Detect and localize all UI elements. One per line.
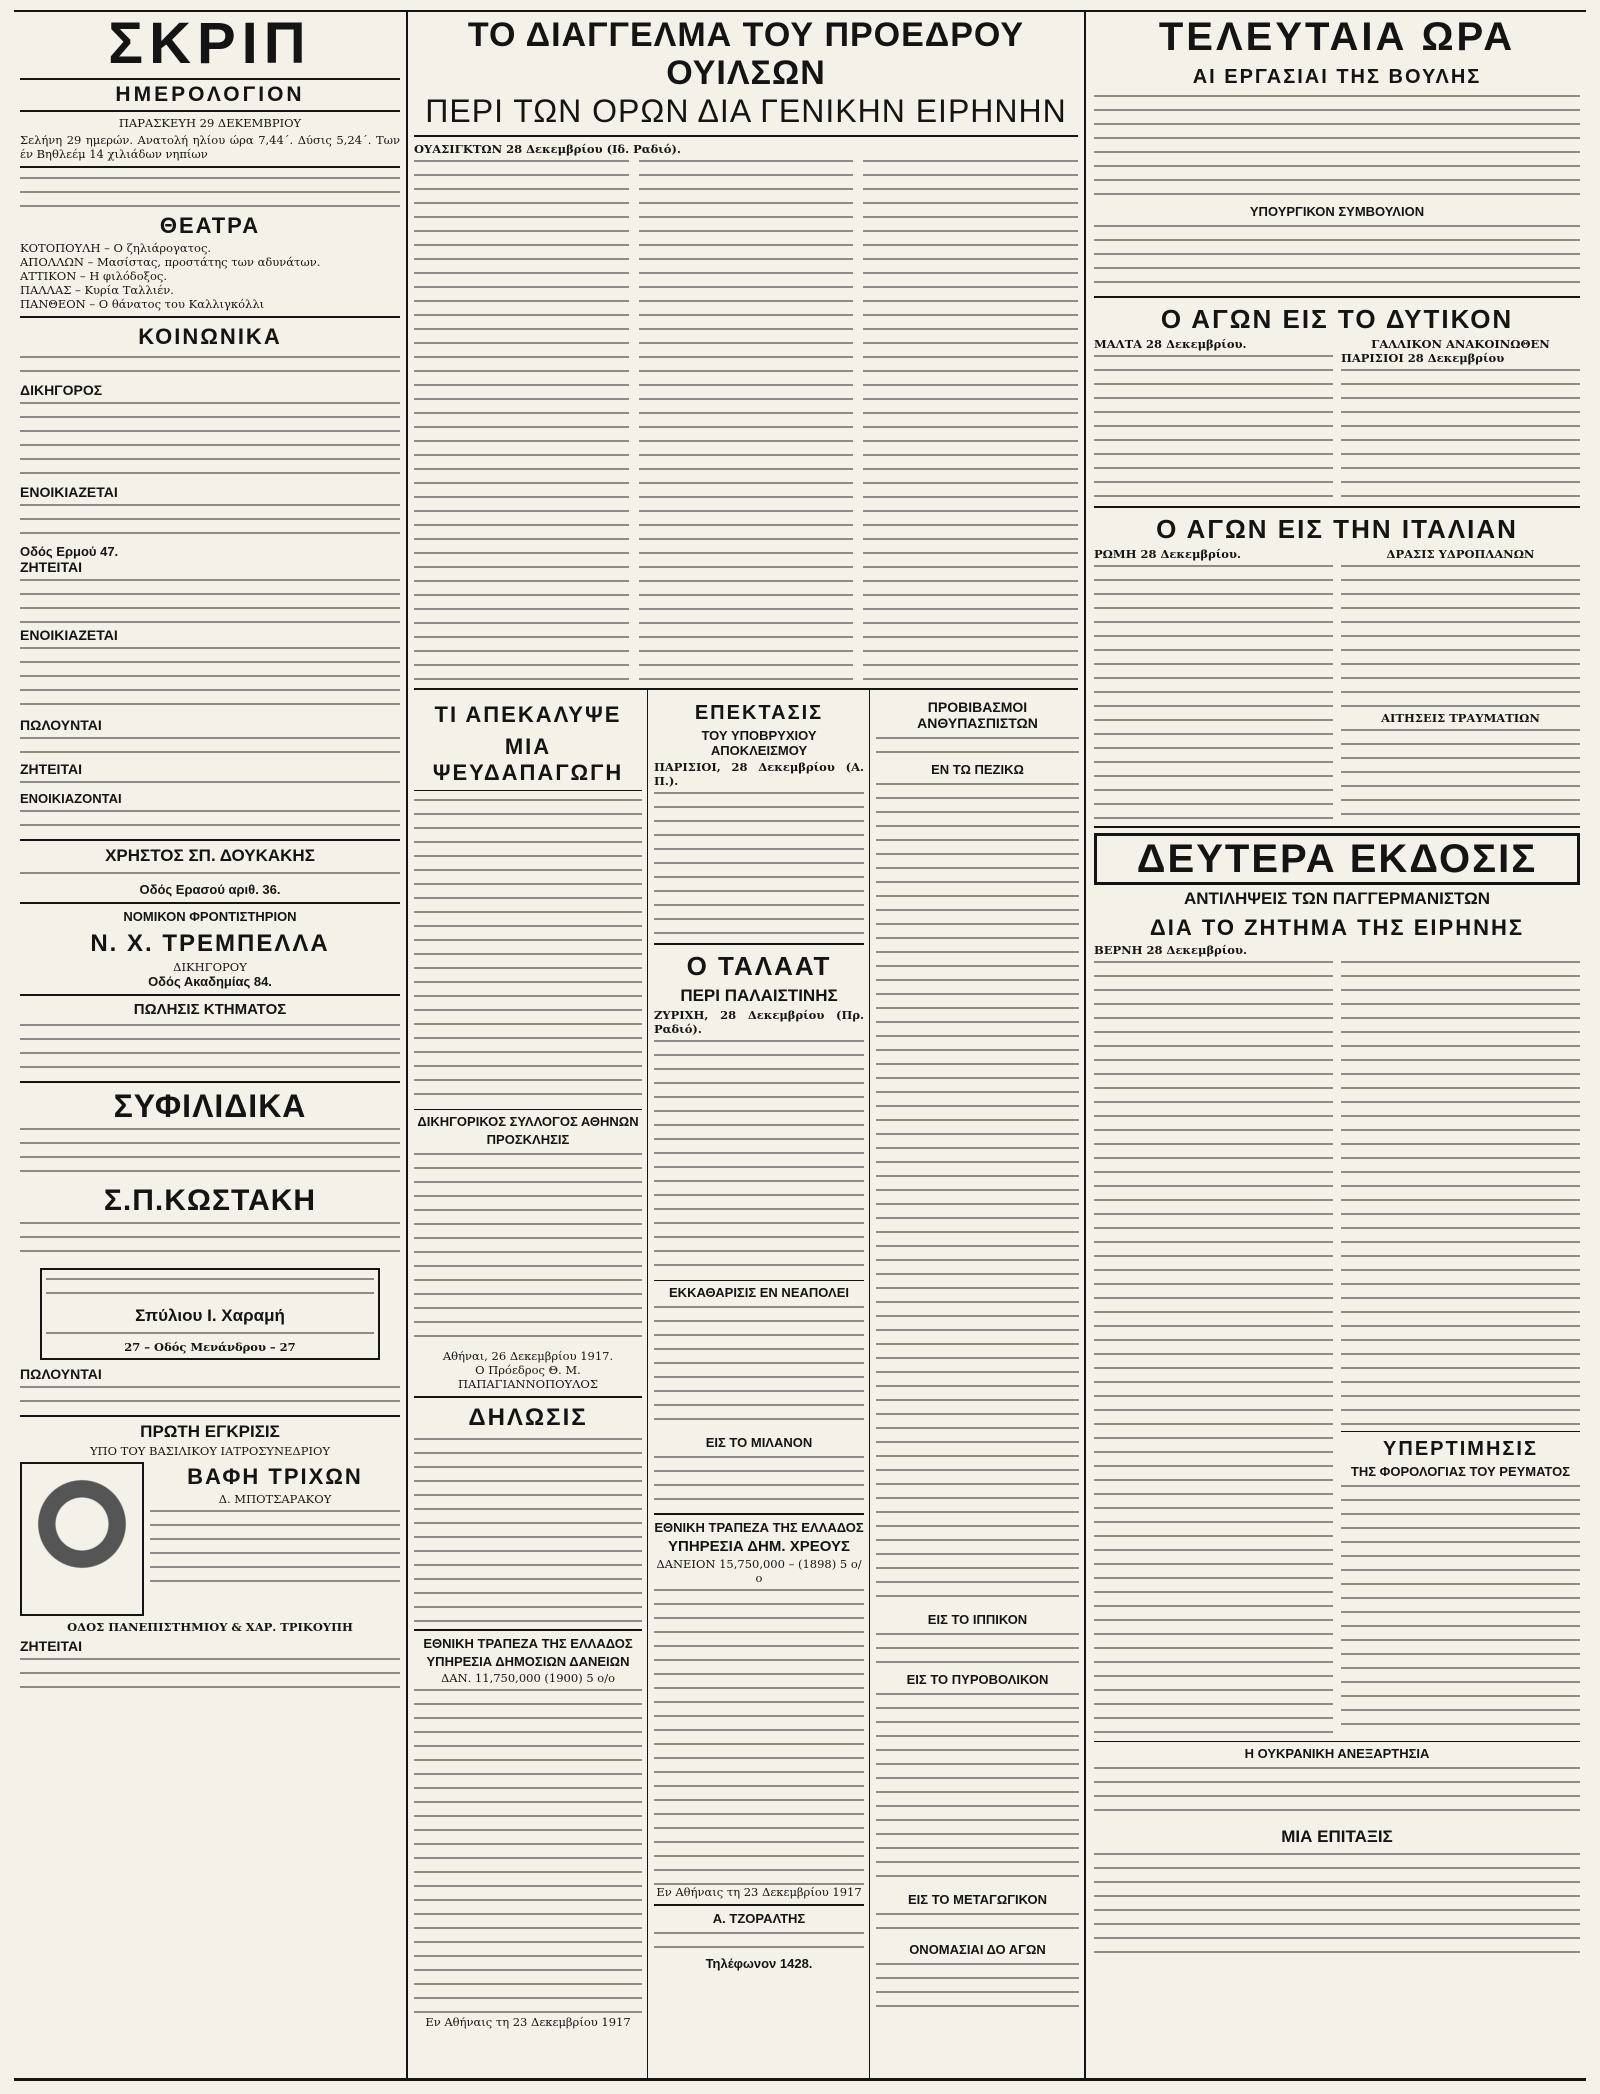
text-block [20,777,400,791]
rent-ad-detail: Οδός Ερμού 47. [20,544,119,559]
theatre-item: ΑΠΟΛΛΩΝ – Μασίστας, προστάτης των αδυνάτων. [20,255,321,269]
rent-ad: ΕΝΟΙΚΙΑΖΕΤΑΙ [20,484,118,500]
approval-sub: ΥΠΟ ΤΟΥ ΒΑΣΙΛΙΚΟΥ ΙΑΤΡΟΣΥΝΕΔΡΙΟΥ [89,1444,331,1458]
column-two [414,696,642,2074]
hair-dye-heading: ΒΑΦΗ ΤΡΙΧΩΝ [187,1464,363,1489]
cabinet-heading: ΥΠΟΥΡΓΙΚΟΝ ΣΥΜΒΟΥΛΙΟΝ [1249,204,1425,219]
text-block [20,806,400,834]
text-block [876,1689,1079,1889]
eye-doctor-name: Σπύλιου Ι. Χαραμή [135,1306,285,1325]
bank2-date: Εν Αθήναις τη 23 Δεκεμβρίου 1917 [656,1885,862,1899]
column-rule [869,690,870,2080]
theatre-item: ΚΟΤΟΠΟΥΛΗ – Ο ζηλιάρογατος. [20,241,212,255]
hair-dye-maker: Δ. ΜΠΟΤΣΑΡΑΚΟΥ [218,1492,332,1506]
bank-heading: ΕΘΝΙΚΗ ΤΡΑΠΕΖΑ ΤΗΣ ΕΛΛΑΔΟΣ [423,1636,633,1651]
theatre-item: ΠΑΝΘΕΟΝ – Ο θάνατος του Καλλιγκόλλι [20,297,265,311]
naples-heading: ΕΚΚΑΘΑΡΙΣΙΣ ΕΝ ΝΕΑΠΟΛΕΙ [669,1285,849,1300]
text-block [1341,561,1580,711]
parliament-heading: ΑΙ ΕΡΓΑΣΙΑΙ ΤΗΣ ΒΟΥΛΗΣ [1192,66,1482,88]
text-block [20,575,400,627]
text-block [1341,365,1580,501]
bank-date: Εν Αθήναις τη 23 Δεκεμβρίου 1917 [425,2015,631,2029]
bank2-heading: ΕΘΝΙΚΗ ΤΡΑΠΕΖΑ ΤΗΣ ΕΛΛΑΔΟΣ [654,1520,864,1535]
text-block [654,1585,864,1885]
text-block [654,1452,864,1508]
last-hour-heading: ΤΕΛΕΥΤΑΙΑ ΩΡΑ [1158,15,1516,59]
tutor-role: ΔΙΚΗΓΟΡΟΥ [173,960,247,974]
text-block [20,352,400,382]
wounded-heading: ΑΙΤΗΣΕΙΣ ΤΡΑΥΜΑΤΙΩΝ [1381,711,1540,725]
bottom-rule [14,2078,1586,2081]
mission-heading: ΜΙΑ ΕΠΙΤΑΞΙΣ [1281,1827,1393,1846]
text-block [1094,1849,1580,1959]
tutor-name: Ν. Χ. ΤΡΕΜΠΕΛΛΑ [90,930,330,957]
tutor-title: ΝΟΜΙΚΟΝ ΦΡΟΝΤΙΣΤΗΡΙΟΝ [123,909,297,924]
bank2-loan: ΔΑΝΕΙΟΝ 15,750,000 – (1898) 5 ο/ο [656,1557,862,1585]
berne-dateline: ΒΕΡΝΗ 28 Δεκεμβρίου. [1094,943,1247,957]
artillery-heading: ΕΙΣ ΤΟ ΠΥΡΟΒΟΛΙΚΟΝ [906,1672,1049,1687]
extension-dateline: ΠΑΡΙΣΙΟΙ, 28 Δεκεμβρίου (Α. Π.). [654,760,864,788]
text-block [654,788,864,938]
paris-dateline: ΠΑΡΙΣΙΟΙ 28 Δεκεμβρίου [1341,351,1505,365]
text-block [876,1629,1079,1669]
seaplanes-heading: ΔΡΑΣΙΣ ΥΔΡΟΠΛΑΝΩΝ [1386,547,1535,561]
theatre-item: ΑΤΤΙΚΟΝ – Η φιλόδοξος. [20,269,167,283]
second-edition-heading: ΔΕΥΤΕΡΑ ΕΚΔΟΣΙΣ [1094,833,1580,885]
text-block [20,173,400,207]
text-block [20,643,400,717]
social-heading: ΚΟΙΝΩΝΙΚΑ [138,324,282,349]
wanted-ad: ΖΗΤΕΙΤΑΙ [20,559,82,575]
pangerman-heading: ΑΝΤΙΛΗΨΕΙΣ ΤΩΝ ΠΑΓΓΕΡΜΑΝΙΣΤΩΝ [1183,889,1491,908]
woman-portrait-icon [20,1462,144,1616]
doukakis-address: Οδός Ερασού αριθ. 36. [139,882,281,897]
estate-heading: ΠΩΛΗΣΙΣ ΚΤΗΜΑΤΟΣ [133,1001,287,1018]
text-block [654,1928,864,1956]
promotions-heading: ΠΡΟΒΙΒΑΣΜΟΙ ΑΝΘΥΠΑΣΠΙΣΤΩΝ [917,699,1038,731]
wilson-article [414,10,1078,686]
text-block [1341,1481,1580,1731]
wilson-dateline: ΟΥΑΣΙΓΚΤΩΝ 28 Δεκεμβρίου (Ιδ. Ραδιό). [414,142,681,156]
text-block [414,156,1078,686]
text-block [20,398,400,484]
masthead-subtitle: ΗΜΕΡΟΛΟΓΙΟΝ [20,78,400,112]
pangerman-subheading: ΔΙΑ ΤΟ ΖΗΤΗΜΑ ΤΗΣ ΕΙΡΗΝΗΣ [1149,915,1525,940]
talaat-dateline: ΖΥΡΙΧΗ, 28 Δεκεμβρίου (Πρ. Ραδιό). [654,1008,864,1036]
doctor-name: Σ.Π.ΚΩΣΤΑΚΗ [103,1184,317,1217]
cavalry-heading: ΕΙΣ ΤΟ ΙΠΠΙΚΟΝ [927,1612,1028,1627]
text-block [1094,561,1333,821]
newspaper-page [14,10,1586,2084]
milan-heading: ΕΙΣ ΤΟ ΜΙΛΑΝΟΝ [705,1435,813,1450]
bank2-subheading: ΥΠΗΡΕΣΙΑ ΔΗΜ. ΧΡΕΟΥΣ [667,1538,850,1555]
text-block [654,1036,864,1276]
wilson-headline: ΤΟ ΔΙΑΓΓΕΛΜΑ ΤΟΥ ΠΡΟΕΔΡΟΥ ΟΥΙΛΣΩΝ [467,16,1025,92]
wilson-subhead: ΠΕΡΙ ΤΩΝ ΟΡΩΝ ΔΙΑ ΓΕΝΙΚΗΝ ΕΙΡΗΝΗΝ [425,93,1067,129]
text-block [20,1218,400,1262]
text-block [414,1434,642,1624]
text-block [46,1274,374,1302]
syphilis-heading: ΣΥΦΙΛΙΔΙΚΑ [113,1088,307,1124]
text-block [876,1909,1079,1939]
text-block [20,733,400,761]
bank-subheading: ΥΠΗΡΕΣΙΑ ΔΗΜΟΣΙΩΝ ΔΑΝΕΙΩΝ [426,1654,630,1669]
ukraine-heading: Η ΟΥΚΡΑΝΙΚΗ ΑΝΕΞΑΡΤΗΣΙΑ [1244,1746,1430,1761]
left-column [20,10,400,2072]
text-block [20,1382,400,1410]
text-block [20,868,400,882]
west-reports [1094,337,1580,501]
text-block [414,1685,642,2015]
text-block [20,1020,400,1076]
west-heading: Ο ΑΓΩΝ ΕΙΣ ΤΟ ΔΥΤΙΚΟΝ [1160,304,1514,334]
rent-ad: ΕΝΟΙΚΙΑΖΕΤΑΙ [20,627,118,643]
column-four [876,696,1079,2074]
sale-ad: ΠΩΛΟΥΝΤΑΙ [20,717,102,733]
talaat-subheading: ΠΕΡΙ ΠΑΛΑΙΣΤΙΝΗΣ [680,986,838,1005]
rent-ad: ΕΝΟΙΚΙΑΖΟΝΤΑΙ [20,791,122,806]
text-block [1341,725,1580,821]
column-three [654,696,864,2074]
lawyers-date: Αθήναι, 26 Δεκεμβρίου 1917. [442,1349,614,1363]
talaat-heading: Ο ΤΑΛΑΑΤ [686,951,832,981]
text-block [876,1959,1079,2019]
right-column [1094,10,1580,2072]
column-rule [647,690,648,2080]
hair-dye-ad [20,1458,400,1620]
lawyers-sign: Ο Πρόεδρος Θ. Μ. ΠΑΠΑΓΙΑΝΝΟΠΟΥΛΟΣ [458,1363,598,1391]
masthead-date: ΠΑΡΑΣΚΕΥΗ 29 ΔΕΚΕΜΒΡΙΟΥ [118,116,302,130]
hair-dye-address: ΟΔΟΣ ΠΑΝΕΠΙΣΤΗΜΙΟΥ & ΧΑΡ. ΤΡΙΚΟΥΠΗ [67,1620,353,1634]
text-block [414,795,642,1105]
extension-subheading: ΤΟΥ ΥΠΟΒΡΥΧΙΟΥ ΑΠΟΚΛΕΙΣΜΟΥ [701,728,817,758]
text-block [1094,351,1333,501]
text-block [414,1149,642,1349]
bank-loan: ΔΑΝ. 11,750,000 (1900) 5 ο/ο [440,1671,616,1685]
declaration-heading: ΔΗΛΩΣΙΣ [468,1404,588,1431]
text-block [1094,221,1580,291]
masthead-almanac: Σελήνη 29 ημερών. Ανατολή ηλίου ώρα 7,44΄. Δύσις 5,24΄. Των έν Βηθλεέμ 14 χιλιάδων νηπίων [20,133,400,161]
named-heading: ΟΝΟΜΑΣΙΑΙ ΔΟ ΑΓΩΝ [909,1942,1046,1957]
lawyers-subheading: ΠΡΟΣΚΛΗΣΙΣ [486,1132,570,1147]
doctor-phone: Τηλέφωνον 1428. [705,1956,813,1971]
transport-heading: ΕΙΣ ΤΟ ΜΕΤΑΓΩΓΙΚΟΝ [908,1892,1047,1907]
text-block [46,1328,374,1340]
masthead-title: ΣΚΡΙΠ [108,11,312,76]
tutor-address: Οδός Ακαδημίας 84. [148,974,272,989]
approval-heading: ΠΡΩΤΗ ΕΓΚΡΙΣΙΣ [140,1422,280,1441]
text-block [150,1506,400,1586]
second-edition-body [1094,957,1580,1737]
text-block [20,500,400,544]
rome-dateline: ΡΩΜΗ 28 Δεκεμβρίου. [1094,547,1241,561]
extension-heading: ΕΠΕΚΤΑΣΙΣ [694,702,824,724]
text-block [20,1124,400,1180]
column-rule [406,10,408,2080]
malta-dateline: ΜΑΛΤΑ 28 Δεκεμβρίου. [1094,337,1247,351]
lies-subheading: ΜΙΑ ΨΕΥΔΑΠΑΓΩΓΗ [432,734,624,785]
wanted-ad: ΖΗΤΕΙΤΑΙ [20,1638,82,1654]
theatres-heading: ΘΕΑΤΡΑ [159,213,261,238]
text-block [876,733,1079,759]
text-block [654,1302,864,1432]
doukakis-name: ΧΡΗΣΤΟΣ ΣΠ. ΔΟΥΚΑΚΗΣ [105,846,315,865]
taxation-heading: ΥΠΕΡΤΙΜΗΣΙΣ [1383,1438,1538,1460]
lawyers-heading: ΔΙΚΗΓΟΡΙΚΟΣ ΣΥΛΛΟΓΟΣ ΑΘΗΝΩΝ [417,1114,639,1129]
sale-ad: ΠΩΛΟΥΝΤΑΙ [20,1366,102,1382]
italy-heading: Ο ΑΓΩΝ ΕΙΣ ΤΗΝ ΙΤΑΛΙΑΝ [1156,514,1518,544]
lies-heading: ΤΙ ΑΠΕΚΑΛΥΨΕ [434,702,622,727]
french-heading: ΓΑΛΛΙΚΟΝ ΑΝΑΚΟΙΝΩΘΕΝ [1371,337,1550,351]
doctor-heading: Α. ΤΖΟΡΑΛΤΗΣ [712,1911,806,1926]
wanted-ad: ΖΗΤΕΙΤΑΙ [20,761,82,777]
taxation-subheading: ΤΗΣ ΦΟΡΟΛΟΓΙΑΣ ΤΟΥ ΡΕΥΜΑΤΟΣ [1350,1464,1571,1479]
column-rule [1084,10,1086,2080]
text-block [1094,957,1333,1737]
text-block [876,779,1079,1609]
infantry-heading: ΕΝ ΤΩ ΠΕΖΙΚΩ [931,762,1024,777]
lawyer-ad: ΔΙΚΗΓΟΡΟΣ [20,382,103,398]
theatre-item: ΠΑΛΛΑΣ – Κυρία Ταλλιέν. [20,283,174,297]
text-block [1094,91,1580,201]
text-block [20,1654,400,1698]
text-block [1094,1763,1580,1823]
eye-doctor-address: 27 – Οδός Μενάνδρου – 27 [124,1340,296,1354]
section-rule [414,688,1078,690]
eye-doctor-ad [40,1268,380,1360]
text-block [1341,957,1580,1427]
italy-reports [1094,547,1580,821]
